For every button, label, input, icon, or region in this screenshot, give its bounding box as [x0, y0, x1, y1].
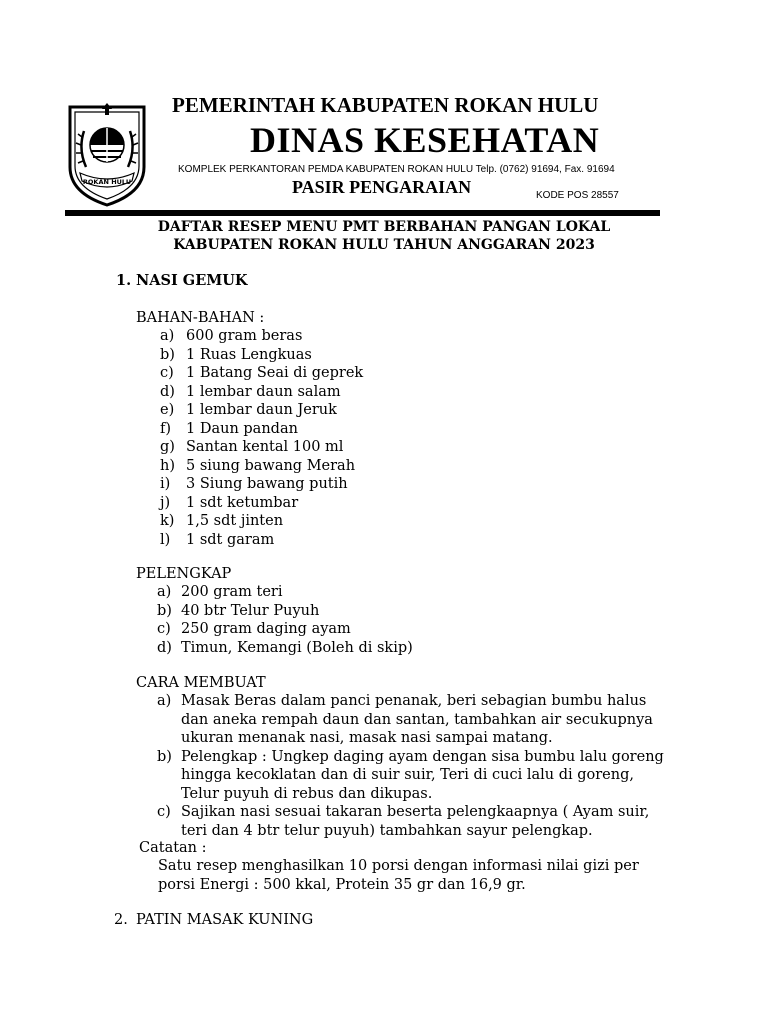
ingredients-heading: BAHAN-BAHAN :: [136, 310, 265, 326]
note-line: porsi Energi : 500 kkal, Protein 35 gr dan 16,9 gr.: [158, 877, 526, 893]
government-name: PEMERINTAH KABUPATEN ROKAN HULU: [172, 93, 599, 117]
list-item: 5 siung bawang Merah: [186, 457, 356, 474]
list-item-label: d): [157, 639, 172, 656]
step-line: teri dan 4 btr telur puyuh) tambahkan sayur pelengkap.: [181, 822, 593, 839]
step-label: b): [157, 748, 172, 765]
list-item-label: g): [160, 439, 175, 455]
document-title: [0, 218, 768, 254]
list-item-label: a): [157, 584, 172, 600]
step-line: Sajikan nasi sesuai takaran beserta pelengkaapnya ( Ayam suir,: [181, 804, 650, 820]
department-name: DINAS KESEHATAN: [250, 120, 600, 160]
list-item: 250 gram daging ayam: [181, 621, 351, 637]
list-item: 1 lembar daun salam: [186, 383, 341, 400]
regency-seal-icon: [66, 101, 148, 209]
list-item: 200 gram teri: [181, 584, 283, 600]
list-item-label: c): [160, 365, 174, 381]
title-line-2: KABUPATEN ROKAN HULU TAHUN ANGGARAN 2023: [173, 237, 595, 253]
list-item: 3 Siung bawang putih: [186, 476, 348, 492]
list-item: Timun, Kemangi (Boleh di skip): [181, 639, 413, 656]
list-item: 1 Ruas Lengkuas: [186, 346, 312, 363]
recipe-title: PATIN MASAK KUNING: [136, 912, 314, 928]
list-item: Santan kental 100 ml: [186, 439, 344, 455]
step-line: Pelengkap : Ungkep daging ayam dengan sisa bumbu lalu goreng: [181, 748, 664, 765]
step-line: ukuran menanak nasi, masak nasi sampai matang.: [181, 730, 553, 746]
list-item: 1,5 sdt jinten: [186, 513, 284, 529]
sides-heading: PELENGKAP: [136, 566, 232, 582]
list-item-label: i): [160, 476, 171, 492]
recipe-number: 2.: [114, 912, 128, 928]
list-item-label: d): [160, 383, 175, 400]
note-heading: Catatan :: [139, 840, 207, 856]
list-item: 600 gram beras: [186, 328, 303, 344]
list-item-label: b): [160, 346, 175, 363]
list-item-label: c): [157, 621, 171, 637]
step-line: Masak Beras dalam panci penanak, beri sebagian bumbu halus: [181, 693, 647, 709]
svg-text:ROKAN HULU: ROKAN HULU: [82, 178, 132, 186]
list-item-label: k): [160, 513, 175, 529]
office-address: KOMPLEK PERKANTORAN PEMDA KABUPATEN ROKAN HULU Telp. (0762) 91694, Fax. 91694: [178, 164, 615, 175]
list-item-label: b): [157, 602, 172, 619]
note-line: Satu resep menghasilkan 10 porsi dengan informasi nilai gizi per: [158, 858, 639, 874]
recipe-title: NASI GEMUK: [136, 272, 248, 289]
recipe-number: 1.: [116, 272, 132, 289]
list-item: 1 sdt ketumbar: [186, 494, 299, 511]
step-line: Telur puyuh di rebus dan dikupas.: [181, 785, 433, 802]
step-line: hingga kecoklatan dan di suir suir, Teri di cuci lalu di goreng,: [181, 767, 634, 783]
list-item: 1 sdt garam: [186, 531, 275, 548]
list-item-label: a): [160, 328, 175, 344]
step-line: dan aneka rempah daun dan santan, tambahkan air secukupnya: [181, 711, 653, 728]
list-item-label: e): [160, 402, 175, 418]
letterhead: [0, 0, 768, 220]
step-label: c): [157, 804, 171, 820]
list-item: 40 btr Telur Puyuh: [181, 602, 320, 619]
list-item-label: j): [160, 494, 171, 511]
city-name: PASIR PENGARAIAN: [292, 177, 472, 197]
list-item-label: f): [160, 420, 172, 437]
list-item-label: h): [160, 457, 175, 474]
list-item: 1 Batang Seai di geprek: [186, 365, 364, 381]
list-item-label: l): [160, 531, 171, 548]
list-item: 1 Daun pandan: [186, 420, 298, 437]
method-heading: CARA MEMBUAT: [136, 675, 266, 691]
letterhead-divider: [65, 210, 660, 216]
step-label: a): [157, 693, 172, 709]
postal-code: KODE POS 28557: [536, 190, 619, 201]
list-item: 1 lembar daun Jeruk: [186, 402, 337, 418]
title-line-1: DAFTAR RESEP MENU PMT BERBAHAN PANGAN LOKAL: [157, 219, 611, 235]
